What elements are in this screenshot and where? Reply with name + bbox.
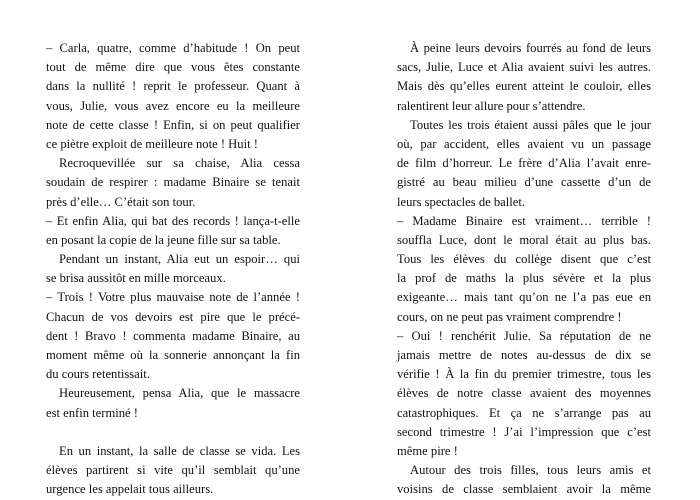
left-page-text-line: moment même où la sonnerie annonçant la fin bbox=[46, 348, 300, 362]
right-page-text-line: Tous les élèves du collège disent que c’est bbox=[397, 252, 651, 267]
left-page-text-line: dans la nullité ! reprit le professeur. Quant à bbox=[46, 79, 300, 94]
right-page-text-line: gistré au beau milieu d’une cassette d’un de bbox=[397, 175, 651, 190]
left-page-text-line: Pendant un instant, Alia eut un espoir… qui bbox=[59, 252, 300, 267]
right-page-text-line: À peine leurs devoirs fourrés au fond de leurs bbox=[410, 41, 651, 55]
right-page-text-line: – Oui ! renchérit Julie. Sa réputation de ne bbox=[397, 328, 651, 343]
right-page-text-line: même pire ! bbox=[397, 443, 458, 458]
left-page-text-line: élèves partirent si vite qu’il semblait qu’une bbox=[46, 463, 300, 478]
right-page-text-line: Toutes les trois étaient aussi pâles que le jour bbox=[410, 117, 651, 132]
right-page-text-line: cours, on ne peut pas vraiment comprendre ! bbox=[397, 309, 622, 324]
left-page-text-line: Recroquevillée sur sa chaise, Alia cessa bbox=[59, 156, 300, 171]
left-page-text-line: près d’elle… C’était son tour. bbox=[46, 194, 196, 209]
right-page-text-line: voisins de classe semblaient avoir la même bbox=[397, 482, 651, 497]
left-page-text-line: du cours retentissait. bbox=[46, 367, 150, 382]
right-page-text-line: la prof de maths la plus sévère et la plus bbox=[397, 271, 651, 286]
right-page-text-line: Autour des trois filles, tous leurs amis et bbox=[410, 463, 651, 478]
left-page-text-line: en posant la copie de la jeune fille sur sa table. bbox=[46, 232, 281, 247]
left-page-text-line: En un instant, la salle de classe se vida. Les bbox=[59, 443, 300, 458]
left-page-text-line: est enfin terminé ! bbox=[46, 405, 138, 420]
right-page-text-line: où, par accident, elles avaient vu un passage bbox=[397, 136, 651, 151]
left-page-text-line: se brisa aussitôt en mille morceaux. bbox=[46, 271, 226, 286]
left-page-text-line bbox=[46, 423, 300, 442]
right-page-text-line: catastrophiques. Et ça ne s’arrange pas au bbox=[397, 405, 651, 420]
left-page-text-line: Chacun de vos devoirs est pire que le précé- bbox=[46, 309, 300, 324]
left-page-text-line: – Et enfin Alia, qui bat des records ! lança-t-elle bbox=[46, 213, 300, 228]
right-page-text-line: exigeante… mais tant qu’on ne l’a pas eue en bbox=[397, 290, 651, 305]
right-page-text-line: de film d’horreur. Le frère d’Alia l’avait enre- bbox=[397, 156, 651, 171]
left-page-text-line: soudain de respirer : madame Binaire se tenait bbox=[46, 175, 300, 190]
right-page-text-line: leurs spectacles de ballet. bbox=[397, 194, 525, 209]
left-page-text-line: dent ! Bravo ! commenta madame Binaire, au bbox=[46, 328, 300, 343]
left-page-text-line: – Trois ! Votre plus mauvaise note de l’année ! bbox=[46, 290, 300, 305]
left-page-text-line: Heureusement, pensa Alia, que le massacre bbox=[59, 386, 300, 401]
right-page-text-line: vérifie ! À la fin du premier trimestre, tous les bbox=[397, 367, 651, 382]
right-page-text-line: souffla Luce, dont le moral était au plus bas. bbox=[397, 232, 651, 247]
right-page-text-line: second trimestre ! J’ai l’impression que c’est bbox=[397, 424, 651, 439]
right-page-text-line: jamais mettre de notes au-dessus de dix se bbox=[397, 348, 651, 362]
left-page-text-line: vous, Julie, vous avez encore eu la meilleure bbox=[46, 98, 300, 113]
left-page-text-line: – Carla, quatre, comme d’habitude ! On peut bbox=[46, 41, 300, 55]
right-page-text-line: ralentirent leur allure pour s’attendre. bbox=[397, 98, 586, 113]
right-page-text-line: Mais dès qu’elles eurent atteint le couloir, elles bbox=[397, 79, 651, 94]
right-page-text-line: élèves de notre classe avaient des moyennes bbox=[397, 386, 651, 401]
left-page bbox=[46, 39, 300, 500]
left-page-text-line: urgence les appelait tous ailleurs. bbox=[46, 482, 214, 497]
left-page-text-line: tout de même dire que vous êtes constante bbox=[46, 60, 300, 75]
right-page-text-line: – Madame Binaire est vraiment… terrible ! bbox=[397, 213, 651, 228]
left-page-text-line: note de cette classe ! Enfin, si on peut qualifier bbox=[46, 117, 300, 132]
right-page bbox=[397, 39, 651, 500]
left-page-text-line: ce piètre exploit de meilleure note ! Huit ! bbox=[46, 136, 258, 151]
right-page-text-line: sacs, Julie, Luce et Alia avaient suivi les autres. bbox=[397, 60, 651, 75]
